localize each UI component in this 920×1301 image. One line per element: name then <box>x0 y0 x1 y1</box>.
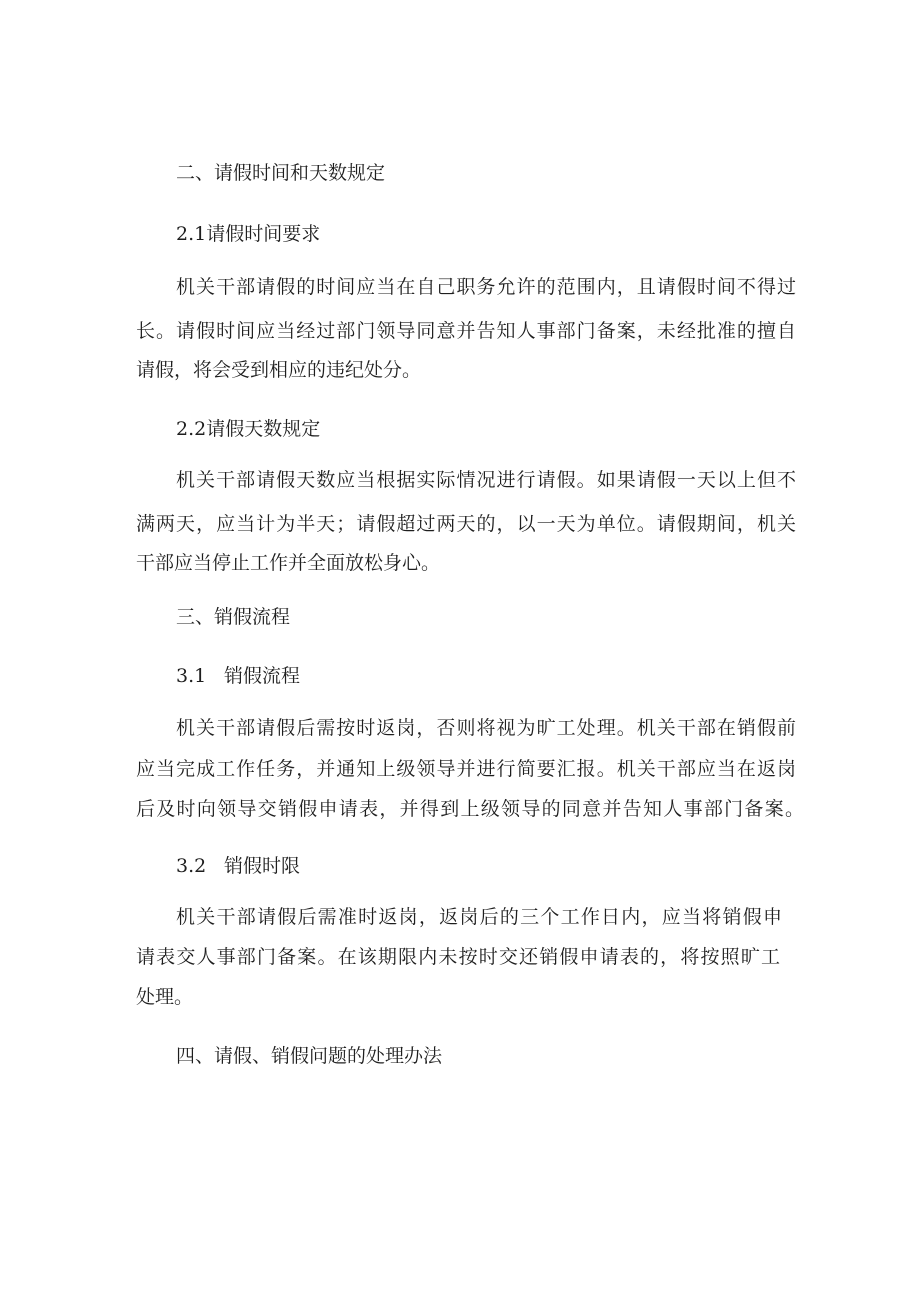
section-2-heading: 二、请假时间和天数规定 <box>176 162 386 184</box>
subsection-3-1-title: 销假流程 <box>224 665 301 687</box>
subsection-2-1-heading <box>176 221 320 247</box>
subsection-2-2-number: 2.2 <box>176 418 207 440</box>
paragraph-2-2-line-3: 干部应当停止工作并全面放松身心。 <box>136 552 441 574</box>
subsection-3-1-heading <box>176 663 300 689</box>
paragraph-2-1-line-2: 长。请假时间应当经过部门领导同意并告知人事部门备案，未经批准的擅自 <box>136 320 796 342</box>
subsection-2-1-number: 2.1 <box>176 223 207 245</box>
paragraph-2-1-line-3: 请假，将会受到相应的违纪处分。 <box>136 359 422 381</box>
paragraph-2-2-line-2: 满两天，应当计为半天；请假超过两天的，以一天为单位。请假期间，机关 <box>136 513 796 535</box>
subsection-3-2-number: 3.2 <box>176 855 207 877</box>
subsection-2-2-title: 请假天数规定 <box>206 418 321 440</box>
paragraph-3-2-line-1: 机关干部请假后需准时返岗，返岗后的三个工作日内，应当将销假申 <box>176 906 782 928</box>
subsection-2-1-title: 请假时间要求 <box>206 223 321 245</box>
paragraph-3-2-line-2: 请表交人事部门备案。在该期限内未按时交还销假申请表的，将按照旷工 <box>136 946 780 968</box>
paragraph-3-1-line-2: 应当完成工作任务，并通知上级领导并进行简要汇报。机关干部应当在返岗 <box>136 758 796 780</box>
subsection-3-2-heading <box>176 853 300 879</box>
paragraph-3-1-line-3: 后及时向领导交销假申请表，并得到上级领导的同意并告知人事部门备案。 <box>136 798 804 820</box>
paragraph-3-2-line-3: 处理。 <box>136 986 194 1008</box>
subsection-2-2-heading <box>176 416 320 442</box>
section-4-heading: 四、请假、销假问题的处理办法 <box>176 1045 443 1067</box>
subsection-3-1-number: 3.1 <box>176 665 207 687</box>
subsection-3-2-title: 销假时限 <box>224 855 301 877</box>
paragraph-2-2-line-1: 机关干部请假天数应当根据实际情况进行请假。如果请假一天以上但不 <box>176 469 796 491</box>
section-3-heading: 三、销假流程 <box>176 606 291 628</box>
paragraph-2-1-line-1: 机关干部请假的时间应当在自己职务允许的范围内，且请假时间不得过 <box>176 276 796 298</box>
paragraph-3-1-line-1: 机关干部请假后需按时返岗，否则将视为旷工处理。机关干部在销假前 <box>176 717 796 739</box>
